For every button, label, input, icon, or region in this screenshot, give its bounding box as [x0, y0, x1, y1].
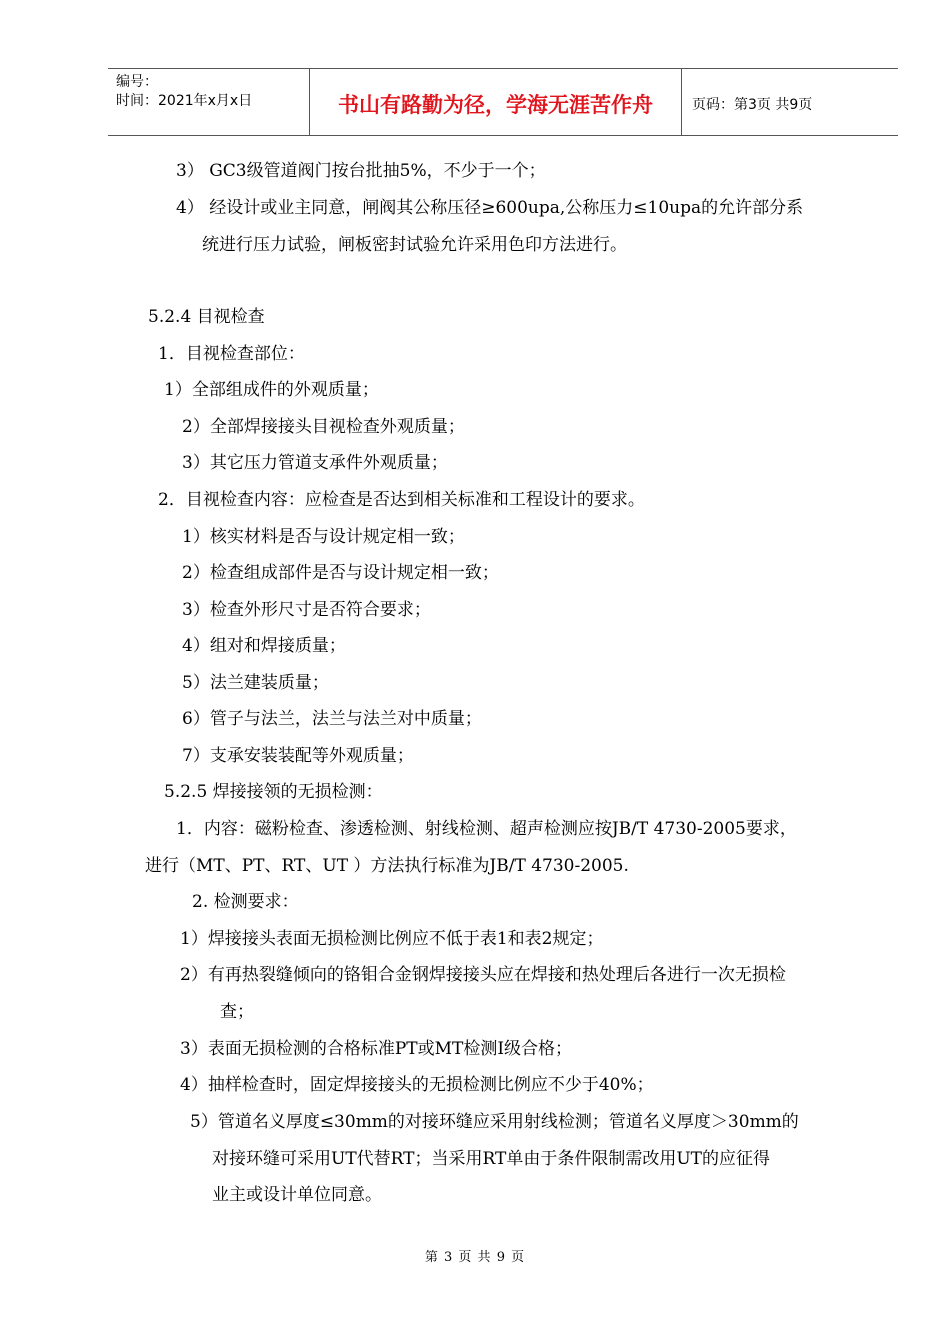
- document-date-label: 时间：2021年x月x日: [116, 93, 253, 109]
- body-line: 查；: [220, 1002, 254, 1022]
- body-line: 6）管子与法兰，法兰与法兰对中质量；: [182, 709, 482, 729]
- body-line: 2. 检测要求：: [192, 892, 299, 912]
- header-page-info: 页码：第3页 共9页: [692, 97, 813, 113]
- body-line: 5）管道名义厚度≤30mm的对接环缝应采用射线检测；管道名义厚度＞30mm的: [190, 1112, 799, 1132]
- body-line: 4）组对和焊接质量；: [182, 636, 346, 656]
- body-line: 3）表面无损检测的合格标准PT或MT检测Ⅰ级合格；: [180, 1039, 573, 1059]
- body-line: 2）全部焊接接头目视检查外观质量；: [182, 417, 465, 437]
- body-line: 1）全部组成件的外观质量；: [164, 380, 379, 400]
- body-line: 1．目视检查部位：: [158, 344, 305, 364]
- body-line: 1．内容：磁粉检查、渗透检测、射线检测、超声检测应按JB/T 4730-2005要求，: [176, 819, 797, 839]
- body-line: 3） GC3级管道阀门按台批抽5%，不少于一个；: [176, 161, 546, 181]
- body-line: 业主或设计单位同意。: [212, 1185, 382, 1205]
- body-line: 3）其它压力管道支承件外观质量；: [182, 453, 448, 473]
- body-line: 统进行压力试验，闸板密封试验允许采用色印方法进行。: [202, 235, 627, 255]
- body-line: 2）检查组成部件是否与设计规定相一致；: [182, 563, 499, 583]
- body-line: 4）抽样检查时，固定焊接接头的无损检测比例应不少于40%；: [180, 1075, 654, 1095]
- body-line: 对接环缝可采用UT代替RT；当采用RT单由于条件限制需改用UT的应征得: [212, 1149, 771, 1169]
- body-line: 7）支承安装装配等外观质量；: [182, 746, 414, 766]
- page-footer: 第 3 页 共 9 页: [424, 1250, 526, 1265]
- document-number-label: 编号：: [116, 74, 158, 90]
- section-heading: 5.2.4 目视检查: [148, 307, 265, 327]
- body-line: 4） 经设计或业主同意，闸阀其公称压径≥600upa,公称压力≤10upa的允许部分系: [176, 198, 804, 218]
- body-line: 1）核实材料是否与设计规定相一致；: [182, 527, 465, 547]
- section-heading: 5.2.5 焊接接领的无损检测：: [164, 782, 383, 802]
- body-line: 5）法兰建装质量；: [182, 673, 329, 693]
- header-motto: 书山有路勤为径，学海无涯苦作舟: [310, 69, 682, 135]
- body-line: 1）焊接接头表面无损检测比例应不低于表1和表2规定；: [180, 929, 604, 949]
- body-line: 进行（MT、PT、RT、UT ）方法执行标准为JB/T 4730-2005.: [145, 856, 629, 876]
- body-line: 3）检查外形尺寸是否符合要求；: [182, 600, 431, 620]
- body-line: 2）有再热裂缝倾向的铬钼合金钢焊接接头应在焊接和热处理后各进行一次无损检: [180, 965, 786, 985]
- body-line: 2．目视检查内容：应检查是否达到相关标准和工程设计的要求。: [158, 490, 645, 510]
- header-meta: [108, 69, 310, 135]
- page-header: [108, 68, 898, 136]
